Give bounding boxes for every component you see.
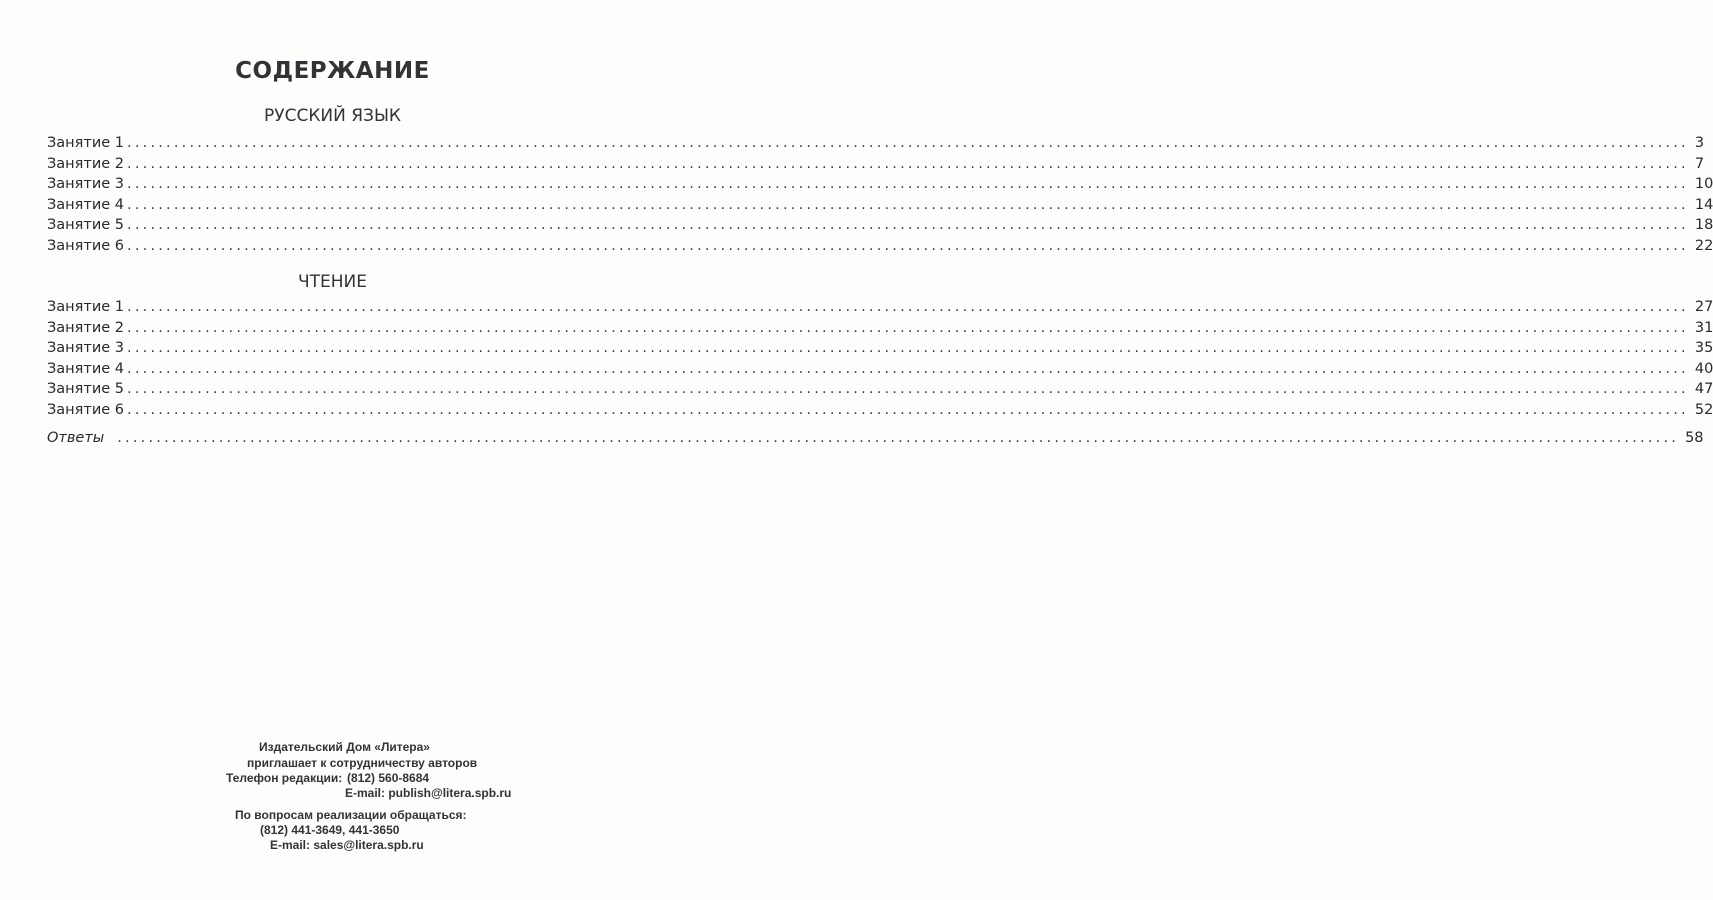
dot-leader: ........................................................................................................................................................................................................ — [127, 299, 1689, 315]
toc-entry-label: Занятие 6 — [47, 401, 125, 418]
dot-leader: ........................................................................................................................................................................................................ — [127, 217, 1689, 234]
toc-entry-label: Занятие 2 — [47, 155, 125, 172]
toc-entry-label: Занятие 4 — [47, 360, 125, 377]
toc-entry-page: 18 — [1694, 217, 1713, 234]
toc-answers — [47, 428, 1704, 449]
publisher-phone-label: Телефон редакции: — [226, 771, 343, 785]
toc-entry-page: 27 — [1694, 299, 1713, 315]
sales-phones: (812) 441-3649, 441-3650 — [260, 823, 400, 837]
toc-entry — [47, 154, 1705, 175]
sales-email: E-mail: sales@litera.spb.ru — [270, 838, 424, 852]
publisher-phone: (812) 560-8684 — [347, 771, 430, 785]
toc-entry — [47, 236, 1713, 257]
toc-reading — [47, 297, 1713, 421]
toc-entry-label: Занятие 2 — [47, 319, 125, 336]
toc-entry-label: Занятие 1 — [47, 299, 125, 315]
toc-entry-page: 35 — [1694, 340, 1713, 357]
dot-leader: ........................................................................................................................................................................................................ — [127, 319, 1689, 336]
toc-entry-answers — [47, 428, 1704, 449]
dot-leader: ........................................................................................................................................................................................................ — [127, 381, 1689, 398]
toc-entry-label: Занятие 5 — [47, 217, 125, 234]
toc-entry-page: 7 — [1694, 155, 1705, 172]
dot-leader: ........................................................................................................................................................................................................ — [127, 340, 1689, 357]
toc-entry-label: Занятие 1 — [47, 135, 125, 151]
toc-entry — [47, 359, 1713, 380]
toc-entry-page: 10 — [1694, 176, 1713, 193]
toc-entry-label: Занятие 4 — [47, 196, 125, 213]
dot-leader: ........................................................................................................................................................................................................ — [127, 196, 1689, 213]
toc-entry — [47, 174, 1713, 195]
toc-entry-page: 22 — [1694, 237, 1713, 254]
page-title: СОДЕРЖАНИЕ — [235, 58, 430, 84]
toc-entry-label: Ответы — [47, 430, 105, 446]
toc-entry — [47, 195, 1713, 216]
dot-leader: ........................................................................................................................................................................................................ — [127, 360, 1689, 377]
dot-leader: ........................................................................................................................................................................................................ — [117, 430, 1680, 446]
toc-entry — [47, 215, 1713, 236]
toc-entry-page: 3 — [1694, 135, 1705, 151]
toc-entry-page: 40 — [1694, 360, 1713, 377]
toc-entry-page: 31 — [1694, 319, 1713, 336]
toc-entry-page: 47 — [1694, 381, 1713, 398]
toc-entry — [47, 133, 1705, 154]
dot-leader: ........................................................................................................................................................................................................ — [127, 176, 1689, 193]
toc-entry-label: Занятие 3 — [47, 176, 125, 193]
toc-russian — [47, 133, 1713, 257]
toc-entry-page: 52 — [1694, 401, 1713, 418]
toc-entry-label: Занятие 3 — [47, 340, 125, 357]
toc-entry — [47, 318, 1713, 339]
toc-entry-label: Занятие 5 — [47, 381, 125, 398]
section-heading-reading: ЧТЕНИЕ — [297, 272, 368, 292]
toc-entry-page: 58 — [1685, 430, 1704, 446]
publisher-email: E-mail: publish@litera.spb.ru — [345, 786, 512, 800]
dot-leader: ........................................................................................................................................................................................................ — [127, 237, 1689, 254]
toc-entry — [47, 297, 1713, 318]
dot-leader: ........................................................................................................................................................................................................ — [127, 155, 1689, 172]
toc-entry — [47, 379, 1713, 400]
toc-entry-page: 14 — [1694, 196, 1713, 213]
toc-entry — [47, 400, 1713, 421]
publisher-name: Издательский Дом «Литера» — [259, 740, 430, 754]
section-heading-russian: РУССКИЙ ЯЗЫК — [263, 106, 402, 126]
publisher-invite: приглашает к сотрудничеству авторов — [247, 756, 478, 770]
toc-entry-label: Занятие 6 — [47, 237, 125, 254]
dot-leader: ........................................................................................................................................................................................................ — [127, 135, 1689, 151]
sales-heading: По вопросам реализации обращаться: — [235, 808, 467, 822]
dot-leader: ........................................................................................................................................................................................................ — [127, 401, 1689, 418]
toc-entry — [47, 338, 1713, 359]
